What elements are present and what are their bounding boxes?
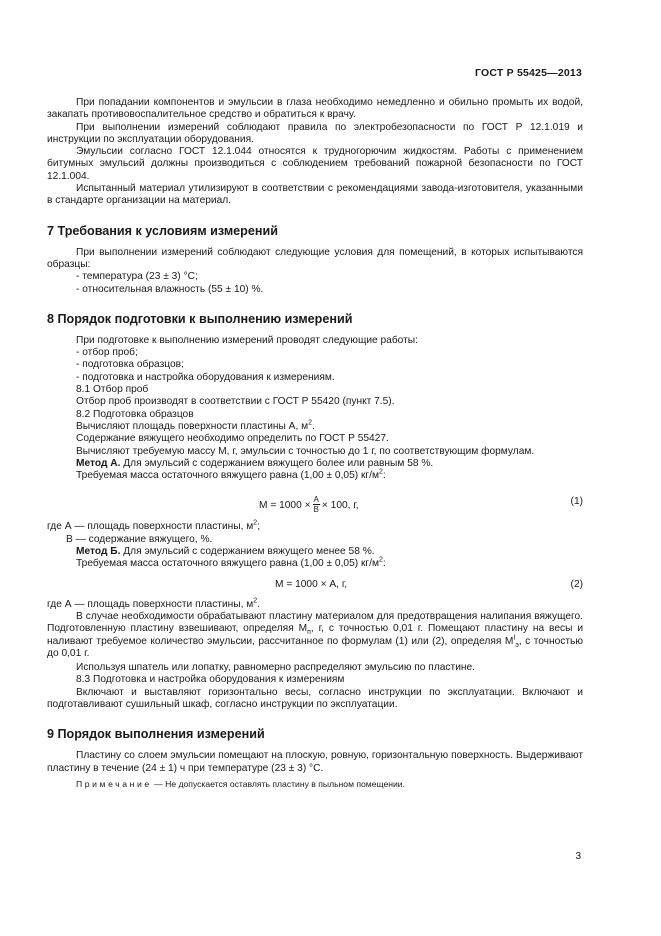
plate-treatment-text: В случае необходимости обрабатывают пластину материалом для предотвращения налипания вяжущего. Подготовленную пластину взвешивают, определяя $М_п$, г, с точностью 0,01 г. Помещают пластину на весы и наливают требуемое количество эмульсии, рассчитанное по формулам (1) или (2), определяя $М^I_э$, с точностью до 0,01 г. xyxy=(47,610,584,659)
subsection-8-1-title: 8.1 Отбор проб xyxy=(76,384,149,396)
page-number: 3 xyxy=(575,851,581,862)
section-9-text: Пластину со слоем эмульсии помещают на плоскую, ровную, горизонтальную поверхность. Выдерживают пластину в течение (24 ± 1) ч при температуре (23 ± 3) °С. xyxy=(47,750,583,774)
area-calc-text: Вычисляют площадь поверхности пластины А, $м^2$. xyxy=(76,419,315,432)
subsection-8-1-text: Отбор проб производят в соответствии с ГОСТ Р 55420 (пункт 7.5). xyxy=(76,396,395,408)
standard-header: ГОСТ Р 55425—2013 xyxy=(474,67,582,79)
safety-paragraph-disposal: Испытанный материал утилизируют в соответствии с рекомендациями завода-изготовителя, указанными в стандарте организации на материал. xyxy=(47,183,583,207)
safety-paragraph-fire: Эмульсии согласно ГОСТ 12.1.044 относятся к трудногорючим жидкостям. Работы с применением битумных эмульсий должны производиться с соблюдением требований пожарной безопасности по ГОСТ 12.1.004. xyxy=(47,146,583,182)
where-a-text: где А — площадь поверхности пластины, $м^2$; xyxy=(47,520,261,533)
formula-1-fraction: $\frac{А}{В}$ xyxy=(313,495,319,515)
formula-2 xyxy=(47,575,583,597)
list-item: - относительная влажность (55 ± 10) %. xyxy=(76,283,264,295)
note-label: Примечание xyxy=(76,778,152,789)
safety-paragraph-electric: При выполнении измерений соблюдают правила по электробезопасности по ГОСТ Р 12.1.019 и инструкции по эксплуатации оборудования. xyxy=(47,121,583,145)
page-content xyxy=(47,97,583,790)
note-text: Примечание — Не допускается оставлять пластину в пыльном помещении. xyxy=(76,778,405,789)
mass-calc-text: Вычисляют требуемую массу М, г, эмульсии с точностью до 1 г, по соответствующим формулам. xyxy=(76,445,535,457)
method-a-label: Метод А. xyxy=(76,457,121,469)
subsection-8-2-title: 8.2 Подготовка образцов xyxy=(76,408,194,420)
method-b-text: Метод Б. Для эмульсий с содержанием вяжущего менее 58 %. xyxy=(76,546,375,558)
method-b-label: Метод Б. xyxy=(76,546,121,558)
required-mass-text: Требуемая масса остаточного вяжущего равна (1,00 ± 0,05) $кг/м^2$: xyxy=(76,468,386,482)
formula-2-number: (2) xyxy=(570,578,583,590)
section-8-intro: При подготовке к выполнению измерений проводят следующие работы: xyxy=(76,334,418,346)
formula-2-expression: М = 1000 × А, г, xyxy=(275,578,348,590)
section-9-title: 9 Порядок выполнения измерений xyxy=(47,727,265,742)
subsection-8-3-text: Включают и выставляют горизонтально весы, согласно инструкции по эксплуатации. Включают и подготавливают сушильный шкаф, согласно инструкции по эксплуатации. xyxy=(47,686,583,710)
formula-1-expression: М = 1000 × $\frac{А}{В}$ × 100, г, xyxy=(259,495,359,515)
spread-text: Используя шпатель или лопатку, равномерно распределяют эмульсию по пластине. xyxy=(76,662,476,674)
section-8-title: 8 Порядок подготовки к выполнению измерений xyxy=(47,311,353,326)
required-mass-text-2: Требуемая масса остаточного вяжущего равна (1,00 ± 0,05) $кг/м^2$: xyxy=(76,556,386,570)
list-item: - отбор проб; xyxy=(76,347,138,359)
safety-paragraph-eyes: При попадании компонентов и эмульсии в глаза необходимо немедленно и обильно промыть их водой, закапать противовоспалительное средство и обратиться к врачу. xyxy=(47,97,583,121)
formula-1-number: (1) xyxy=(570,496,583,508)
section-7-intro: При выполнении измерений соблюдают следующие условия для помещений, в которых испытываются образцы: xyxy=(47,246,583,270)
list-item: - подготовка образцов; xyxy=(76,359,184,371)
method-a-text: Метод А. Для эмульсий с содержанием вяжущего более или равным 58 %. xyxy=(76,457,434,469)
where-b-text: В — содержание вяжущего, %. xyxy=(66,533,213,545)
binder-content-text: Содержание вяжущего необходимо определить по ГОСТ Р 55427. xyxy=(76,433,389,445)
where-a-text-2: где А — площадь поверхности пластины, $м^2$. xyxy=(47,597,261,610)
subsection-8-3-title: 8.3 Подготовка и настройка оборудования к измерениям xyxy=(76,674,345,686)
formula-1 xyxy=(47,486,583,518)
section-7-title: 7 Требования к условиям измерений xyxy=(47,223,278,238)
list-item: - подготовка и настройка оборудования к измерениям. xyxy=(76,371,335,383)
list-item: - температура (23 ± 3) °С; xyxy=(76,271,198,283)
